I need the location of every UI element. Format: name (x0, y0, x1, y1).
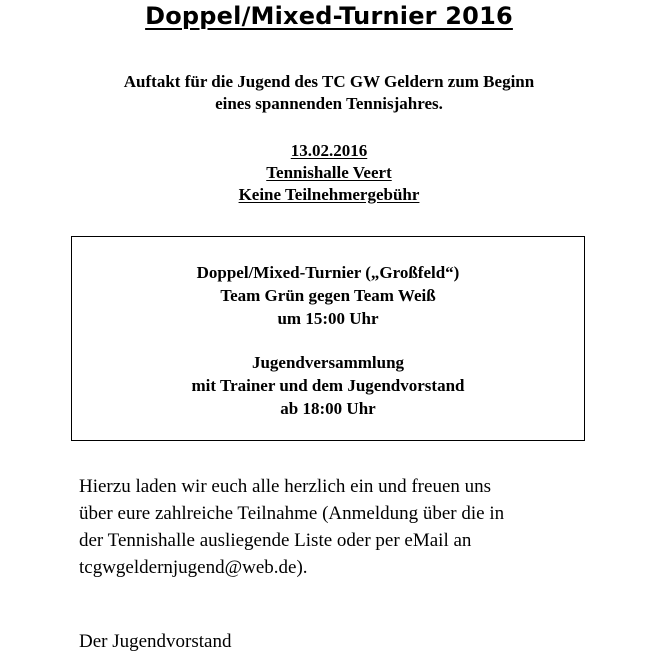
event-date: 13.02.2016 (290, 141, 368, 160)
tournament-name: Doppel/Mixed-Turnier („Großfeld“) (196, 263, 460, 282)
event-location: Tennishalle Veert (266, 163, 392, 182)
invitation-line: tcgwgeldernjugend@web.de). (79, 557, 308, 578)
invitation-line: Hierzu laden wir euch alle herzlich ein und freuen uns (79, 476, 492, 497)
invitation-line: über eure zahlreiche Teilnahme (Anmeldung über die in (79, 503, 505, 524)
page-title: Doppel/Mixed-Turnier 2016 (145, 2, 513, 30)
event-fee: Keine Teilnehmergebühr (238, 185, 420, 204)
event-info (0, 140, 658, 206)
intro-text (0, 71, 658, 115)
invitation-text (79, 473, 599, 581)
meeting-block (72, 351, 584, 420)
program-box (71, 236, 585, 441)
signature: Der Jugendvorstand (79, 631, 232, 652)
intro-line: eines spannenden Tennisjahres. (215, 94, 443, 113)
meeting-participants: mit Trainer und dem Jugendvorstand (191, 376, 465, 395)
invitation-line: der Tennishalle ausliegende Liste oder per eMail an (79, 530, 472, 551)
tournament-block (72, 261, 584, 330)
tournament-teams: Team Grün gegen Team Weiß (220, 286, 436, 305)
meeting-time: ab 18:00 Uhr (280, 399, 376, 418)
meeting-name: Jugendversammlung (251, 353, 405, 372)
tournament-time: um 15:00 Uhr (277, 309, 379, 328)
intro-line: Auftakt für die Jugend des TC GW Geldern zum Beginn (123, 72, 535, 91)
